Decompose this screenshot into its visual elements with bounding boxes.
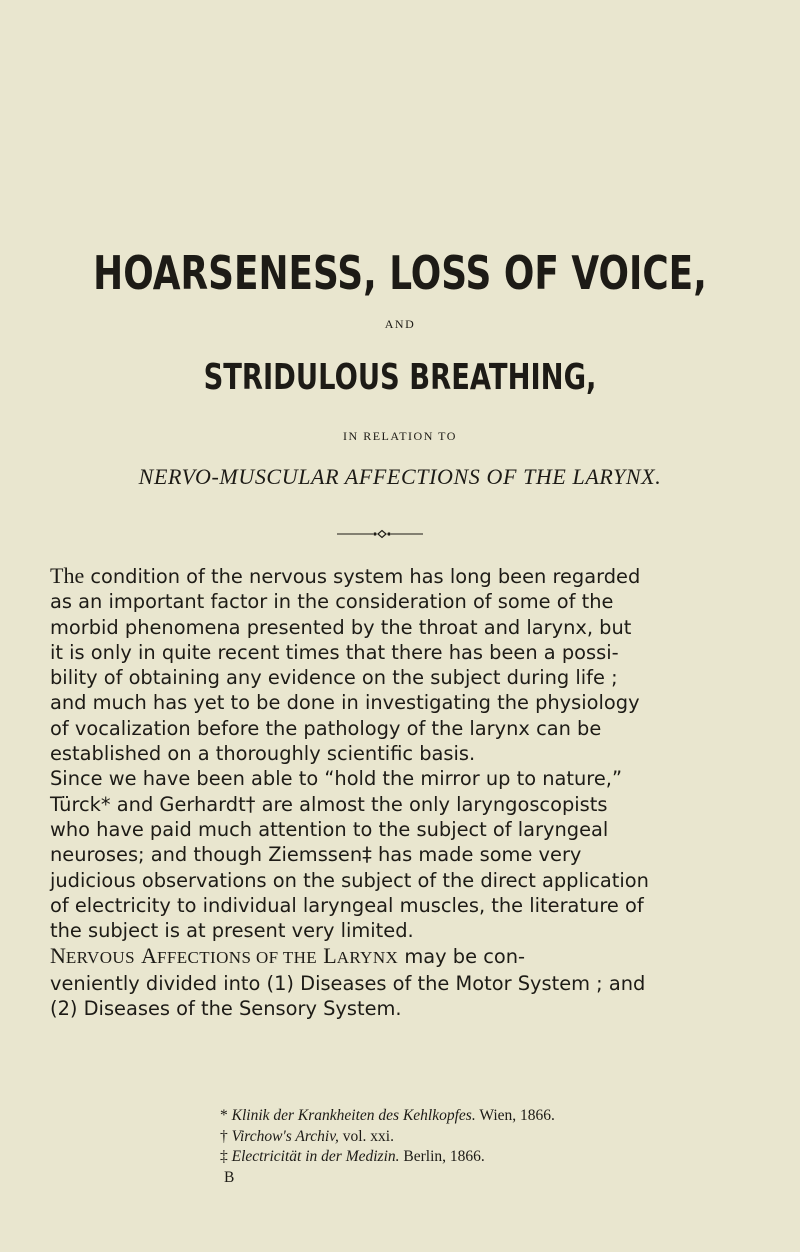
footnote-title: Klinik der Krankheiten des Kehlkopfes. [231, 1107, 476, 1124]
small-caps-cap: L [323, 943, 337, 969]
text-line: neuroses; and though Ziemssen‡ has made some very [50, 843, 582, 867]
text-line: it is only in quite recent times that there has been a possi- [50, 640, 619, 664]
footnote-mark: † [220, 1127, 228, 1145]
text-line: bility of obtaining any evidence on the subject during life ; [50, 666, 618, 690]
footnote-mark: ‡ [220, 1148, 228, 1165]
line-text: may be con- [398, 945, 526, 969]
drop-word: The [50, 563, 85, 588]
footnote [220, 1127, 720, 1148]
paragraph-3 [50, 943, 754, 1021]
text-line: who have paid much attention to the subject of laryngeal [50, 817, 609, 841]
text-line: (2) Diseases of the Sensory System. [50, 997, 402, 1021]
signature-mark: B [224, 1169, 235, 1186]
ornament-divider [335, 528, 425, 540]
small-caps-cap: A [141, 943, 158, 969]
small-caps-text: FFECTIONS OF THE [157, 948, 318, 968]
text-line: and much has yet to be done in investigating the physiology [50, 691, 640, 715]
small-caps-text: ARYNX [336, 948, 399, 968]
text-line [50, 943, 754, 970]
small-caps-text: ERVOUS [65, 948, 135, 968]
text-line: morbid phenomena presented by the throat and larynx, but [50, 615, 632, 639]
main-title: HOARSENESS, LOSS OF VOICE, [93, 246, 707, 300]
paragraph-1 [50, 563, 754, 766]
footnote-rest: Berlin, 1866. [399, 1148, 485, 1165]
text-line: Türck* and Gerhardt† are almost the only laryngoscopists [50, 792, 608, 816]
subtitle: NERVO-MUSCULAR AFFECTIONS OF THE LARYNX. [138, 464, 662, 489]
footnote-title: Electricität in der Medizin. [231, 1148, 400, 1165]
footnote [220, 1147, 720, 1168]
text-line: of vocalization before the pathology of the larynx can be [50, 716, 602, 740]
body-text [50, 563, 754, 1021]
footnote-rest: Wien, 1866. [475, 1107, 555, 1124]
text-line: judicious observations on the subject of the direct application [50, 868, 649, 892]
text-line: veniently divided into (1) Diseases of the Motor System ; and [50, 971, 646, 995]
footnote [220, 1106, 720, 1127]
text-line: of electricity to individual laryngeal muscles, the literature of [50, 893, 644, 917]
footnotes [220, 1106, 720, 1168]
small-caps-cap: N [50, 943, 66, 969]
line-text: condition of the nervous system has long been regarded [84, 565, 641, 588]
paragraph-2 [50, 766, 754, 943]
relation-line: IN RELATION TO [343, 429, 457, 443]
text-line: as an important factor in the consideration of some of the [50, 590, 614, 614]
text-line: established on a thoroughly scientific basis. [50, 742, 476, 766]
text-line [50, 563, 754, 589]
footnote-rest: vol. xxi. [338, 1127, 394, 1145]
footnote-title: Virchow's Archiv, [231, 1127, 339, 1145]
second-title: STRIDULOUS BREATHING, [203, 357, 597, 398]
footnote-mark: * [220, 1107, 228, 1124]
title-conjunction: AND [384, 317, 416, 331]
text-line: the subject is at present very limited. [50, 919, 414, 943]
text-line: Since we have been able to “hold the mirror up to nature,” [50, 767, 622, 791]
